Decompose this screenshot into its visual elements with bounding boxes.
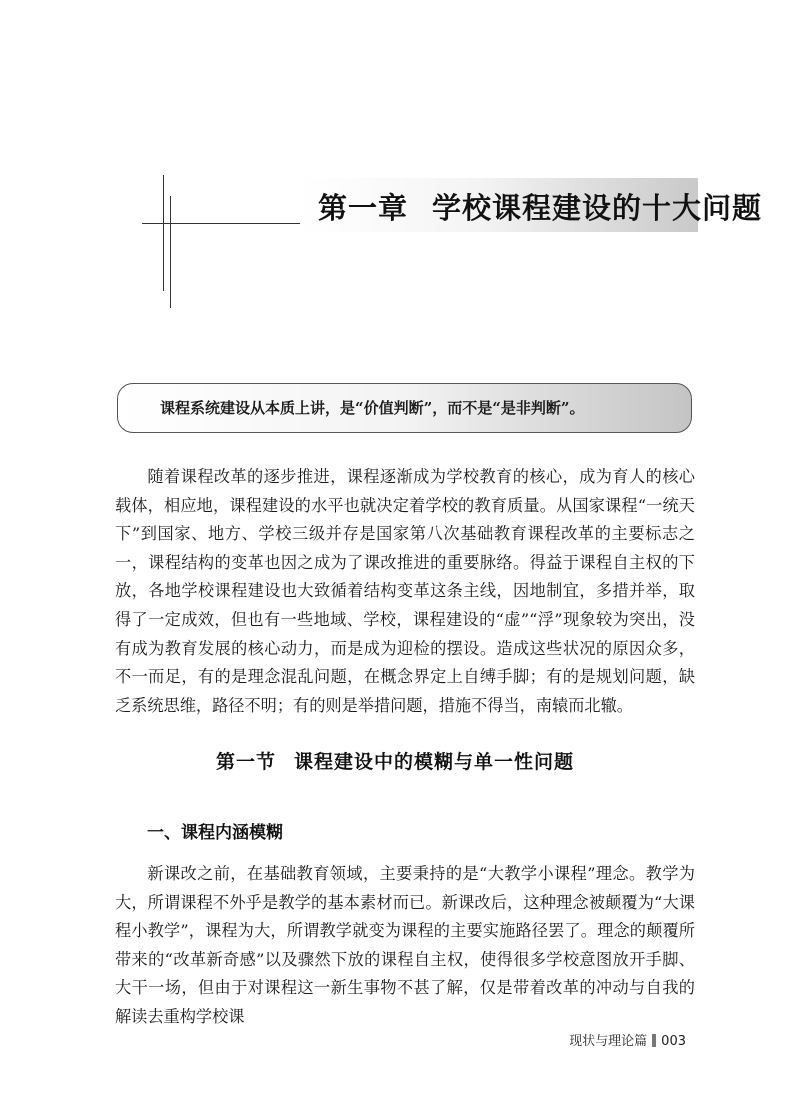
page-footer [569,1030,686,1049]
intro-paragraph: 随着课程改革的逐步推进，课程逐渐成为学校教育的核心，成为育人的核心载体，相应地，课程建设的水平也就决定着学校的教育质量。从国家课程“一统天下”到国家、地方、学校三级并存是国家第八次基础教育课程改革的主要标志之一，课程结构的变革也因之成为了课改推进的重要脉络。得益于课程自主权的下放，各地学校课程建设也大致循着结构变革这条主线，因地制宜，多措并举，取得了一定成效，但也有一些地域、学校，课程建设的“虚”“浮”现象较为突出，没有成为教育发展的核心动力，而是成为迎检的摆设。造成这些状况的原因众多，不一而足，有的是理念混乱问题，在概念界定上自缚手脚；有的是规划问题，缺乏系统思维，路径不明；有的则是举措问题，措施不得当，南辕而北辙。 [115,467,695,715]
section-name: 课程建设中的模糊与单一性问题 [294,751,575,773]
decorative-vertical-line-left [163,175,164,291]
decorative-vertical-line-right [170,196,171,308]
chapter-title [318,186,762,227]
decorative-horizontal-line [142,223,302,224]
chapter-name: 学校课程建设的十大问题 [432,191,763,225]
section-number: 第一节 [215,751,276,773]
key-quote-box [117,383,692,433]
footer-section-label: 现状与理论篇 [569,1034,648,1049]
chapter-number: 第一章 [318,191,409,225]
footer-separator [652,1034,656,1047]
key-quote-text: 课程系统建设从本质上讲，是“价值判断”，而不是“是非判断”。 [160,399,585,417]
page-number: 003 [661,1034,686,1049]
subsection-title: 一、课程内涵模糊 [147,823,283,843]
section-title [0,747,790,774]
body-paragraph: 新课改之前，在基础教育领域，主要秉持的是“大教学小课程”理念。教学为大，所谓课程不外乎是教学的基本素材而已。新课改后，这种理念被颠覆为“大课程小教学”，课程为大，所谓教学就变为课程的主要实施路径罢了。理念的颠覆所带来的“改革新奇感”以及骤然下放的课程自主权，使得很多学校意图放开手脚、大干一场，但由于对课程这一新生事物不甚了解，仅是带着改革的冲动与自我的解读去重构学校课 [115,864,695,1026]
